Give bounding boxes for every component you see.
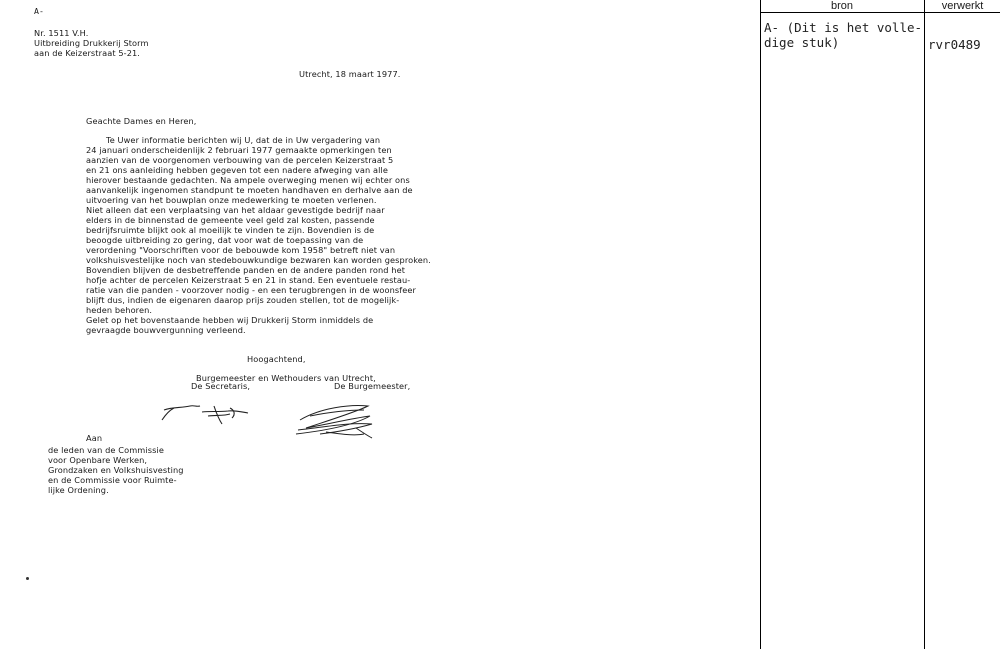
body-line: blijft dus, indien de eigenaren daarop prijs zouden stellen, tot de mogelijk- xyxy=(86,295,400,305)
letter-date: Utrecht, 18 maart 1977. xyxy=(299,69,401,79)
closing: Hoogachtend, xyxy=(247,354,306,364)
body-line: bedrijfsruimte blijkt ook al moeilijk te vinden te zijn. Bovendien is de xyxy=(86,225,375,235)
reference-line: aan de Keizerstraat 5-21. xyxy=(34,48,141,58)
body-line: Te Uwer informatie berichten wij U, dat de in Uw vergadering van xyxy=(106,135,381,145)
cell-source-line: dige stuk) xyxy=(764,35,840,50)
addressee-line: voor Openbare Werken, xyxy=(48,455,148,465)
table-header-divider xyxy=(760,12,1000,13)
table-column-divider xyxy=(924,0,925,649)
scan-speck xyxy=(26,577,29,580)
addressee-block xyxy=(48,445,184,495)
body-line: heden behoren. xyxy=(86,305,153,315)
body-line: verordening "Voorschriften voor de bebouwde kom 1958" betreft niet van xyxy=(86,245,396,255)
body-line: aanzien van de voorgenomen verbouwing van de percelen Keizerstraat 5 xyxy=(86,155,394,165)
cell-processed: rvr0489 xyxy=(928,37,981,52)
body-line: volkshuisvestelijke noch van stedebouwkundige bezwaren kan worden gesproken. xyxy=(86,255,431,265)
secretary-signature xyxy=(162,406,248,424)
addressee-intro: Aan xyxy=(86,433,103,443)
body-line: elders in de binnenstad de gemeente veel geld zal kosten, passende xyxy=(86,215,375,225)
body-line: hofje achter de percelen Keizerstraat 5 en 21 in stand. Een eventuele restau- xyxy=(86,275,411,285)
signatory: Burgemeester en Wethouders van Utrecht, xyxy=(196,373,376,383)
reference-line: Uitbreiding Drukkerij Storm xyxy=(34,38,149,48)
body-line: Niet alleen dat een verplaatsing van het aldaar gevestigde bedrijf naar xyxy=(86,205,385,215)
table-border-left xyxy=(760,0,761,649)
cell-source-line: A- (Dit is het volle- xyxy=(764,20,923,35)
body-line: uitvoering van het bouwplan onze medewerking te moeten verlenen. xyxy=(86,195,377,205)
addressee-line: de leden van de Commissie xyxy=(48,445,164,455)
body-line: ratie van die panden - voorzover nodig - en een terugbrengen in de woonsfeer xyxy=(86,285,417,295)
archive-table xyxy=(760,0,1000,649)
secretary-title: De Secretaris, xyxy=(191,381,251,391)
mayor-title: De Burgemeester, xyxy=(334,381,411,391)
body-line: Bovendien blijven de desbetreffende panden en de andere panden rond het xyxy=(86,265,406,275)
letter-body xyxy=(86,135,431,335)
mayor-signature xyxy=(296,406,372,438)
addressee-line: en de Commissie voor Ruimte- xyxy=(48,475,177,485)
reference-block xyxy=(34,28,149,58)
header-bron: bron xyxy=(830,0,854,12)
body-line: 24 januari onderscheidenlijk 2 februari 1977 gemaakte opmerkingen ten xyxy=(86,145,392,155)
body-line: aanvankelijk ingenomen standpunt te moeten handhaven en derhalve aan de xyxy=(86,185,413,195)
reference-line: Nr. 1511 V.H. xyxy=(34,28,89,38)
body-line: gevraagde bouwvergunning verleend. xyxy=(86,325,246,335)
header-verwerkt: verwerkt xyxy=(941,0,984,12)
addressee-line: lijke Ordening. xyxy=(48,485,109,495)
body-line: beoogde uitbreiding zo gering, dat voor wat de toepassing van de xyxy=(86,235,364,245)
addressee-line: Grondzaken en Volkshuisvesting xyxy=(48,465,184,475)
body-line: en 21 ons aanleiding hebben gegeven tot een nadere afweging van alle xyxy=(86,165,388,175)
body-line: Gelet op het bovenstaande hebben wij Drukkerij Storm inmiddels de xyxy=(86,315,374,325)
letter-mark: A- xyxy=(34,6,45,16)
signatures xyxy=(150,398,390,448)
body-line: hierover bestaande gedachten. Na ampele overweging menen wij echter ons xyxy=(86,175,410,185)
greeting: Geachte Dames en Heren, xyxy=(86,116,197,126)
